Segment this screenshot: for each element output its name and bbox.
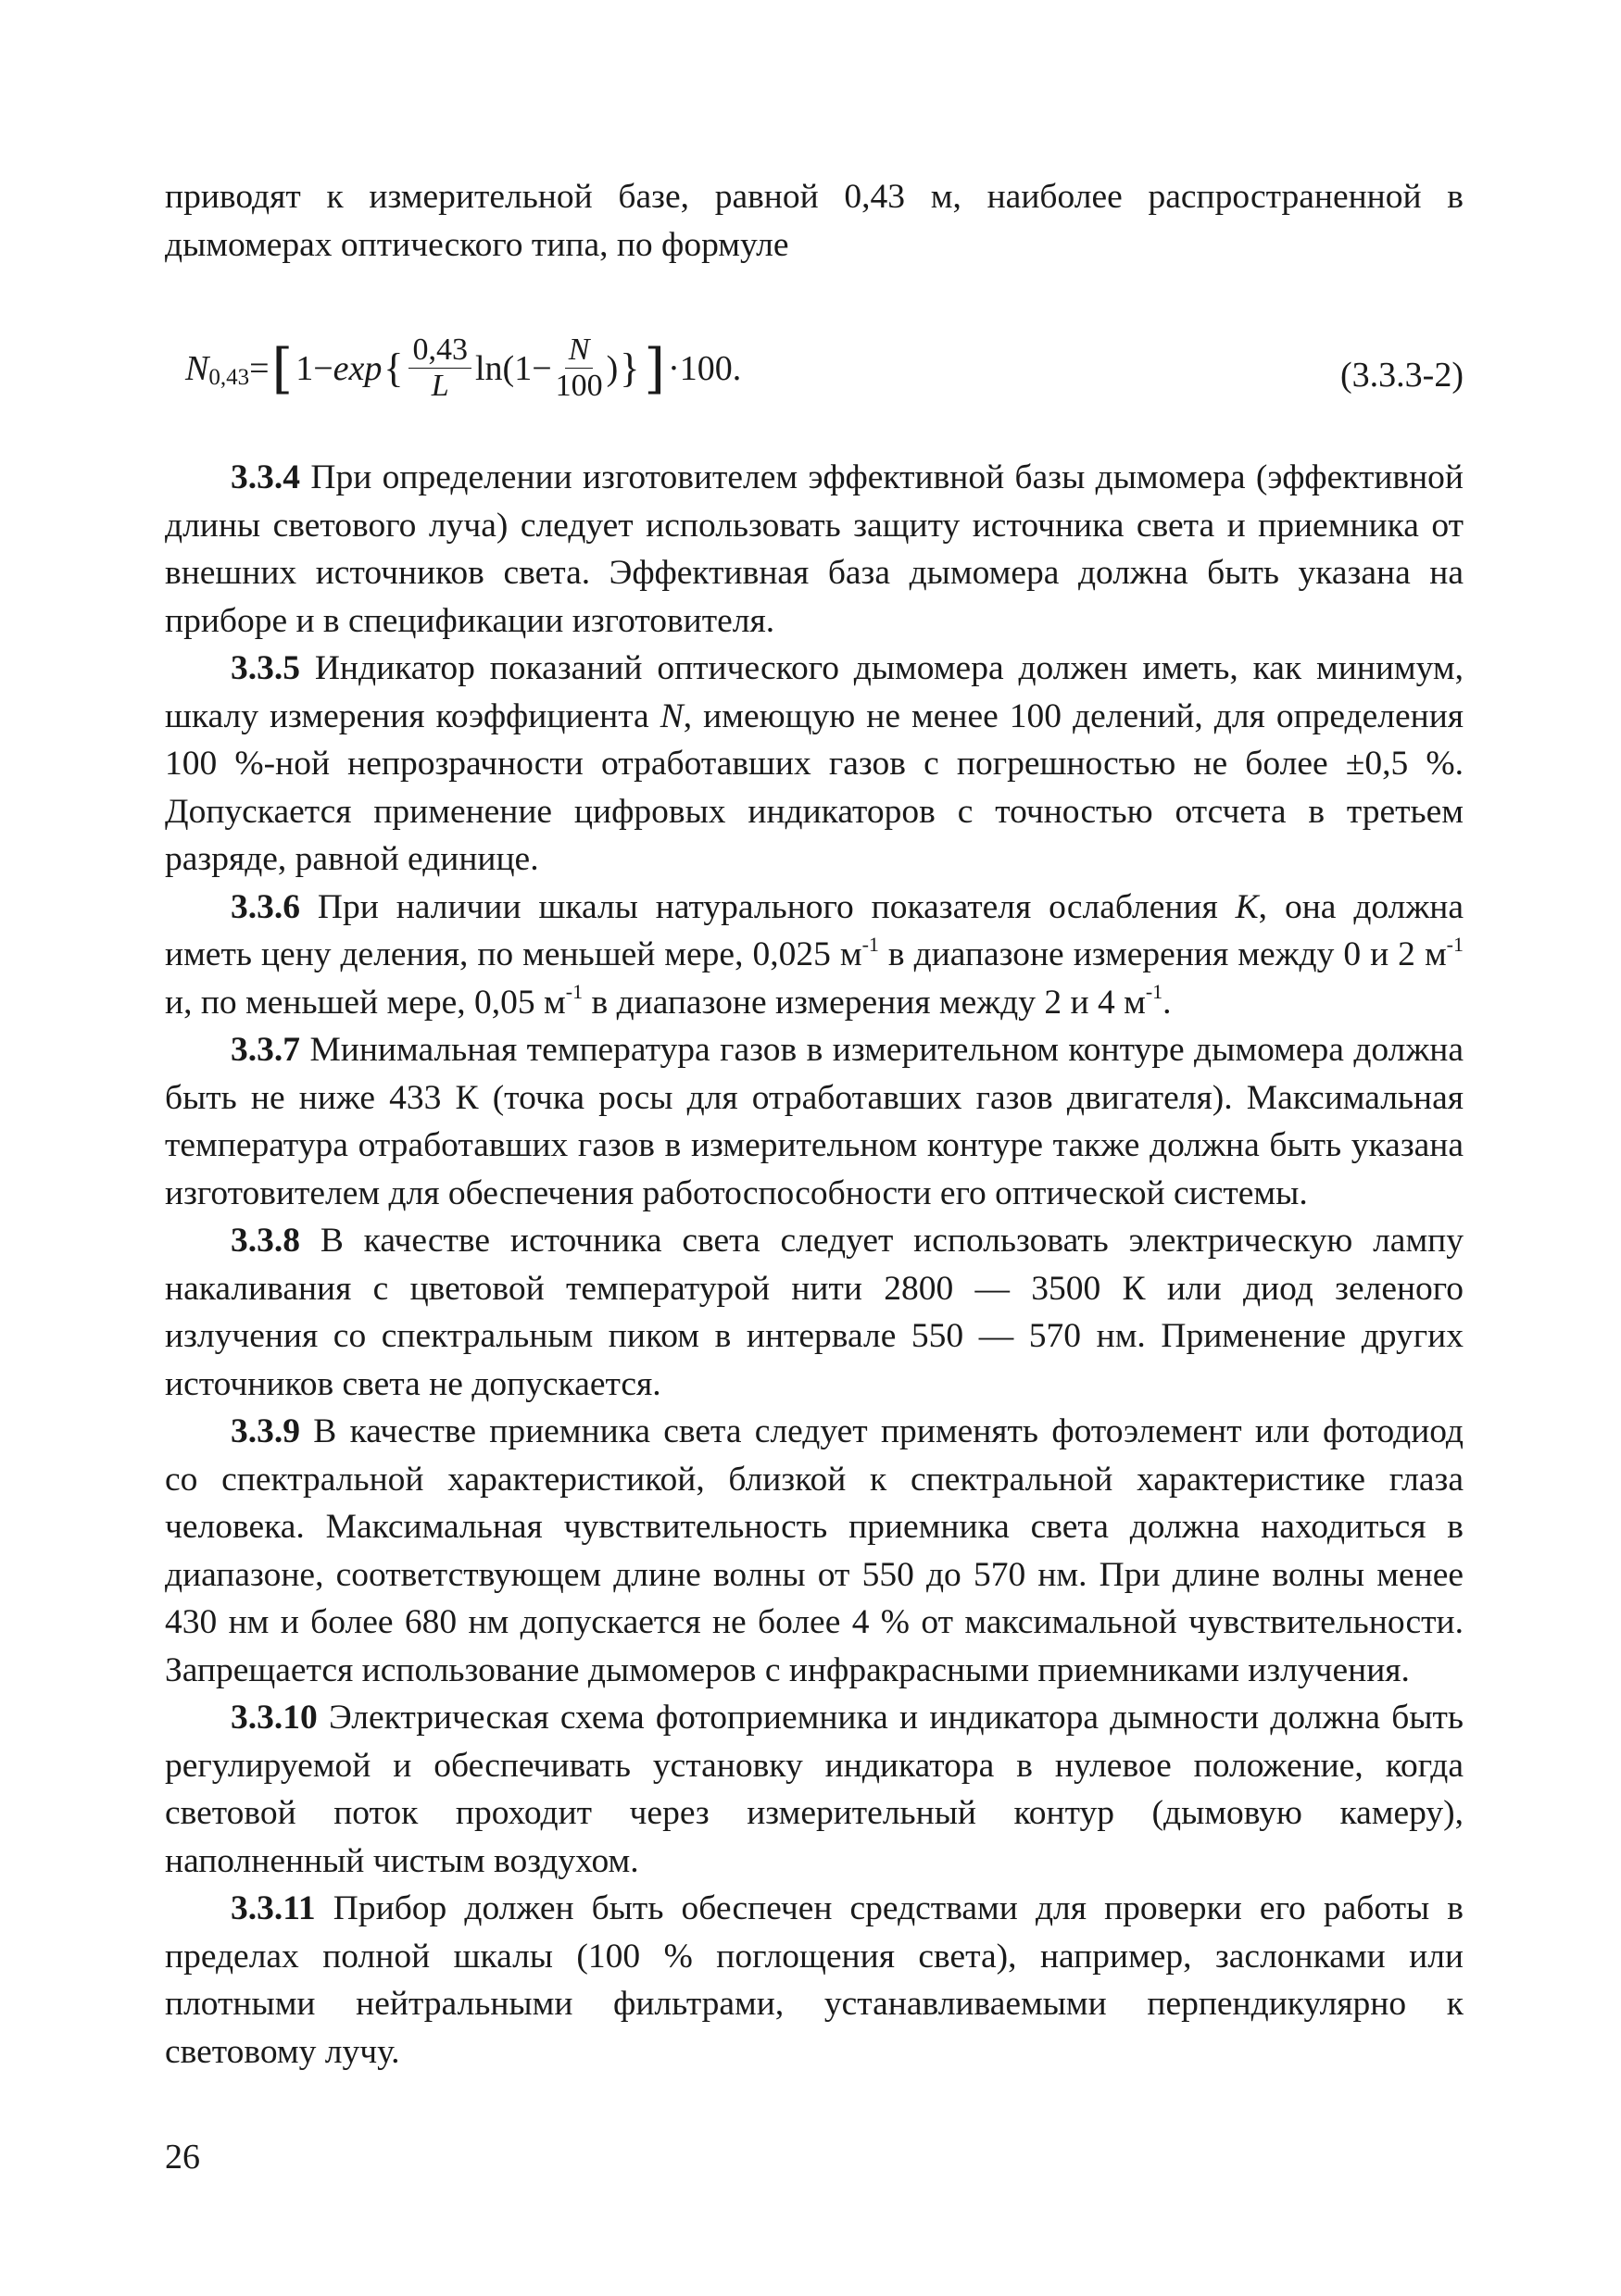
- formula-one: 1: [295, 348, 314, 388]
- formula-fraction-n: [556, 332, 603, 404]
- paragraph-3-3-11: [165, 1885, 1464, 2076]
- paragraph-text: в диапазоне измерения между 0 и 2 м: [887, 935, 1447, 973]
- clause-number: 3.3.11: [231, 1889, 316, 1927]
- formula-lhs: N: [185, 348, 209, 388]
- paragraph-3-3-6: [165, 884, 1464, 1027]
- clause-number: 3.3.6: [231, 887, 300, 926]
- formula-exp: exp: [333, 348, 383, 388]
- formula-minus-2: −: [532, 348, 552, 388]
- formula-minus: −: [313, 348, 333, 388]
- formula-open-brace: {: [383, 345, 404, 391]
- formula-ln: ln(1: [474, 348, 533, 388]
- paragraph-text: и, по меньшей мере, 0,05 м: [165, 983, 566, 1022]
- paragraph-text: Прибор должен быть обеспечен средствами для проверки его работы в пределах полной шкалы (100 % поглощения света), например, заслонками или плотными нейтральными фильтрами, устанавливаемыми перпендикулярно к световому лучу.: [165, 1889, 1464, 2071]
- paragraph-text: Минимальная температура газов в измерительном контуре дымомера должна быть не ниже 433 К (точка росы для отработавших газов двигателя). Максимальная температура отработавших газов в измерительном контуре также должна быть указана изготовителем для обеспечения работоспособности его оптической системы.: [165, 1031, 1464, 1212]
- paragraph-3-3-8: [165, 1217, 1464, 1408]
- body-text: [165, 454, 1464, 2076]
- paragraph-text: Индикатор показаний оптического дымомера должен иметь, как минимум, шкалу измерения коэффициента: [165, 649, 1464, 735]
- clause-number: 3.3.10: [231, 1699, 318, 1737]
- paragraph-text: в диапазоне измерения между 2 и 4 м: [591, 983, 1146, 1022]
- paragraph-text: В качестве источника света следует использовать электрическую лампу накаливания с цветовой температурой нити 2800 — 3500 К или диод зеленого излучения со спектральным пиком в интервале 550 — 570 нм. Применение других источников света не допускается.: [165, 1222, 1464, 1403]
- formula-fraction-base: [408, 332, 471, 404]
- superscript: -1: [1446, 932, 1464, 956]
- variable-n: N: [660, 696, 684, 735]
- intro-paragraph: приводят к измерительной базе, равной 0,43 м, наиболее распространенной в дымомерах оптического типа, по формуле: [165, 178, 1464, 264]
- formula-lhs-subscript: 0,43: [208, 364, 250, 390]
- variable-k: K: [1235, 887, 1259, 926]
- formula-close-bracket: ]: [644, 336, 666, 400]
- formula-3-3-3-2: [165, 320, 1464, 421]
- formula-equals: =: [249, 348, 270, 388]
- paragraph-text: Электрическая схема фотоприемника и индикатора дымности должна быть регулируемой и обеспечивать установку индикатора в нулевое положение, когда световой поток проходит через измерительный контур (дымовую камеру), наполненный чистым воздухом.: [165, 1699, 1464, 1880]
- fraction-base-numerator: 0,43: [408, 332, 471, 369]
- paragraph-3-3-4: [165, 454, 1464, 645]
- superscript: -1: [1145, 980, 1163, 1003]
- page-number: 26: [165, 2138, 200, 2177]
- paragraph-text: , имеющую не менее 100 делений, для определения 100 %-ной непрозрачности отработавших газов с погрешностью не более ±0,5 %. Допускается применение цифровых индикаторов с точностью отсчета в третьем разряде, равной единице.: [165, 696, 1464, 878]
- paragraph-text: В качестве приемника света следует применять фотоэлемент или фотодиод со спектральной характеристикой, близкой к спектральной характеристике глаза человека. Максимальная чувствительность приемника света должна находиться в диапазоне, соответствующем длине волны от 550 до 570 нм. При длине волны менее 430 нм и более 680 нм допускается не более 4 % от максимальной чувствительности. Запрещается использование дымомеров с инфракрасными приемниками излучения.: [165, 1412, 1464, 1689]
- clause-number: 3.3.7: [231, 1031, 300, 1069]
- formula-open-bracket: [: [271, 336, 294, 400]
- formula-expression: [185, 332, 741, 404]
- paragraph-text: , она должна иметь цену деления, по меньшей мере, 0,025 м: [165, 887, 1464, 973]
- clause-number: 3.3.8: [231, 1222, 300, 1260]
- superscript: -1: [861, 932, 879, 956]
- paragraph-3-3-5: [165, 645, 1464, 884]
- fraction-n-numerator: N: [565, 332, 594, 369]
- paragraph-3-3-10: [165, 1694, 1464, 1885]
- paragraph-3-3-7: [165, 1026, 1464, 1217]
- fraction-base-denominator: L: [431, 369, 449, 403]
- formula-tail: ·100.: [668, 348, 742, 388]
- paragraph-text: При наличии шкалы натурального показателя ослабления: [317, 887, 1218, 926]
- clause-number: 3.3.9: [231, 1412, 300, 1450]
- paragraph-text: .: [1162, 983, 1172, 1022]
- clause-number: 3.3.4: [231, 458, 300, 496]
- formula-number: (3.3.3-2): [1340, 356, 1464, 395]
- clause-number: 3.3.5: [231, 649, 300, 687]
- intro-text: [165, 173, 1464, 269]
- formula-close-paren: ): [606, 348, 619, 388]
- paragraph-text: При определении изготовителем эффективной базы дымомера (эффективной длины светового луча) следует использовать защиту источника света и приемника от внешних источников света. Эффективная база дымомера должна быть указана на приборе и в спецификации изготовителя.: [165, 458, 1464, 640]
- fraction-n-denominator: 100: [555, 369, 603, 403]
- paragraph-3-3-9: [165, 1408, 1464, 1694]
- superscript: -1: [565, 980, 584, 1003]
- formula-close-brace: }: [620, 345, 640, 391]
